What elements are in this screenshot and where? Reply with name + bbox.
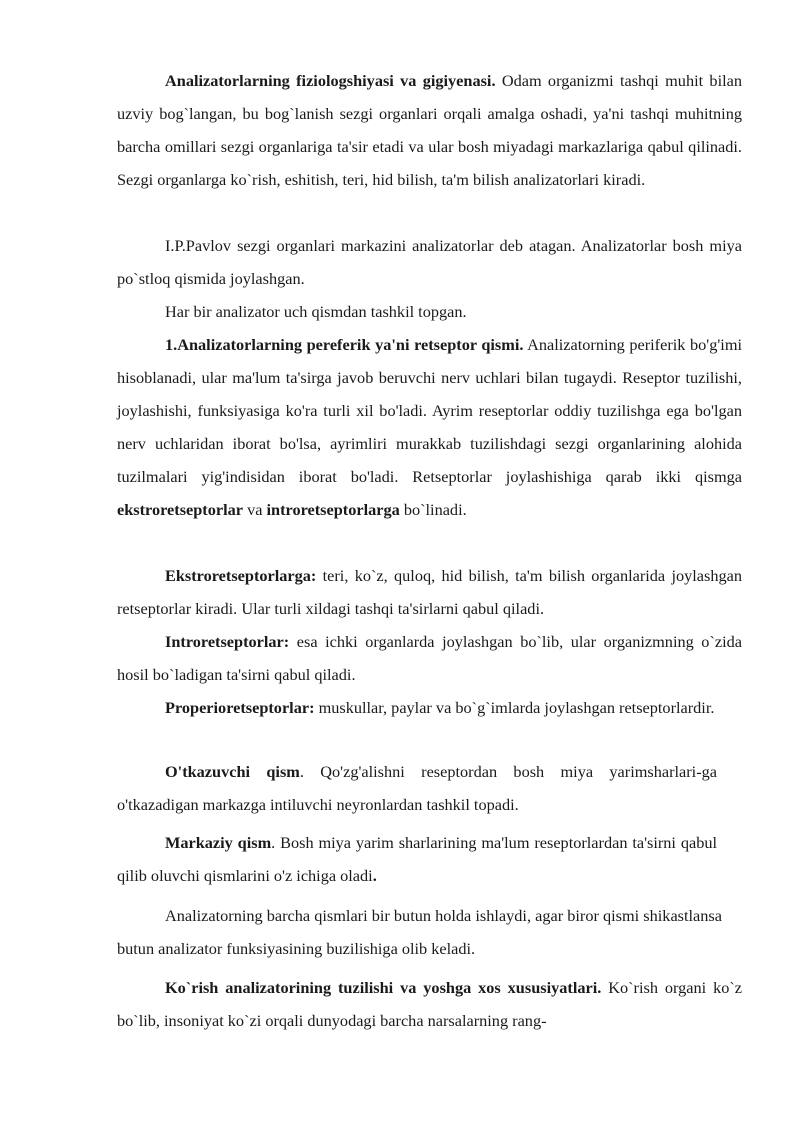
paragraph-conducting-part: O'tkazuvchi qism. Qo'zg'alishni reseptordan bosh miya yarimsharlari-ga o'tkazadigan markazga intiluvchi neyronlardan tashkil topadi. xyxy=(117,762,717,814)
term-conducting-part: O'tkazuvchi qism xyxy=(165,762,300,781)
paragraph-pavlov: I.P.Pavlov sezgi organlari markazini analizatorlar deb atagan. Analizatorlar bosh miya po`stloq qismida joylashgan. xyxy=(117,236,742,288)
paragraph-central-part: Markaziy qism. Bosh miya yarim sharlarining ma'lum reseptorlardan ta'sirni qabul qilib oluvchi qismlarini o'z ichiga oladi. xyxy=(117,833,717,885)
paragraph-proprioreceptors: Properioretseptorlar: muskullar, paylar va bo`g`imlarda joylashgan retseptorlardir. xyxy=(165,698,715,717)
paragraph-analyzers-physiology: Analizatorlarning fiziologshiyasi va gigiyenasi. Odam organizmi tashqi muhit bilan uzviy bog`langan, bu bog`lanish sezgi organlari orqali amalga oshadi, ya'ni tashqi muhitning barcha omillari sezgi organlariga ta'sir etadi va ular bosh miyadagi markazlariga qabul qilinadi. Sezgi organlarga ko`rish, eshitish, teri, hid bilish, ta'm bilish analizatorlari kiradi. xyxy=(117,71,742,189)
term-exteroreceptors: Ekstroretseptorlarga: xyxy=(165,566,317,585)
term-proprioreceptors: Properioretseptorlar: xyxy=(165,698,315,717)
paragraph-visual-analyzer: Ko`rish analizatorining tuzilishi va yoshga xos xususiyatlari. Ko`rish organi ko`z bo`lib, insoniyat ko`zi orqali dunyodagi barcha narsalarning rang- xyxy=(117,978,742,1030)
term-interoreceptors: Introretseptorlar: xyxy=(165,632,290,651)
paragraph-interoreceptors: Introretseptorlar: esa ichki organlarda joylashgan bo`lib, ular organizmning o`zida hosil bo`ladigan ta'sirni qabul qiladi. xyxy=(117,632,742,684)
paragraph-three-parts: Har bir analizator uch qismdan tashkil topgan. xyxy=(165,302,467,321)
term-central-part: Markaziy qism xyxy=(165,833,272,852)
paragraph-receptor-part: 1.Analizatorlarning pereferik ya'ni retseptor qismi. Analizatorning periferik bo'g'imi hisoblanadi, ular ma'lum ta'sirga javob beruvchi nerv uchlari bilan tugaydi. Reseptor tuzilishi, joylashishi, funksiyasiga ko'ra turli xil bo'ladi. Ayrim reseptorlar oddiy tuzilishga ega bo'lgan nerv uchlaridan iborat bo'lsa, ayrimliri murakkab tuzilishdagi sezgi organlarining alohida tuzilmalari yig'indisidan iborat bo'ladi. Retseptorlar joylashishiga qarab ikki qismga ekstroretseptorlar va introretseptorlarga bo`linadi. xyxy=(117,335,743,519)
heading-receptor-part: 1.Analizatorlarning pereferik ya'ni retseptor qismi. xyxy=(165,335,524,354)
heading-analyzers-physiology: Analizatorlarning fiziologshiyasi va gigiyenasi. xyxy=(165,71,496,90)
heading-visual-analyzer: Ko`rish analizatorining tuzilishi va yoshga xos xususiyatlari. xyxy=(165,978,602,997)
paragraph-analyzer-whole: Analizatorning barcha qismlari bir butun holda ishlaydi, agar biror qismi shikastlansa butun analizator funksiyasining buzilishiga olib keladi. xyxy=(117,906,722,958)
paragraph-exteroreceptors: Ekstroretseptorlarga: teri, ko`z, quloq, hid bilish, ta'm bilish organlarida joylashgan retseptorlar kiradi. Ular turli xildagi tashqi ta'sirlarni qabul qiladi. xyxy=(117,566,742,618)
